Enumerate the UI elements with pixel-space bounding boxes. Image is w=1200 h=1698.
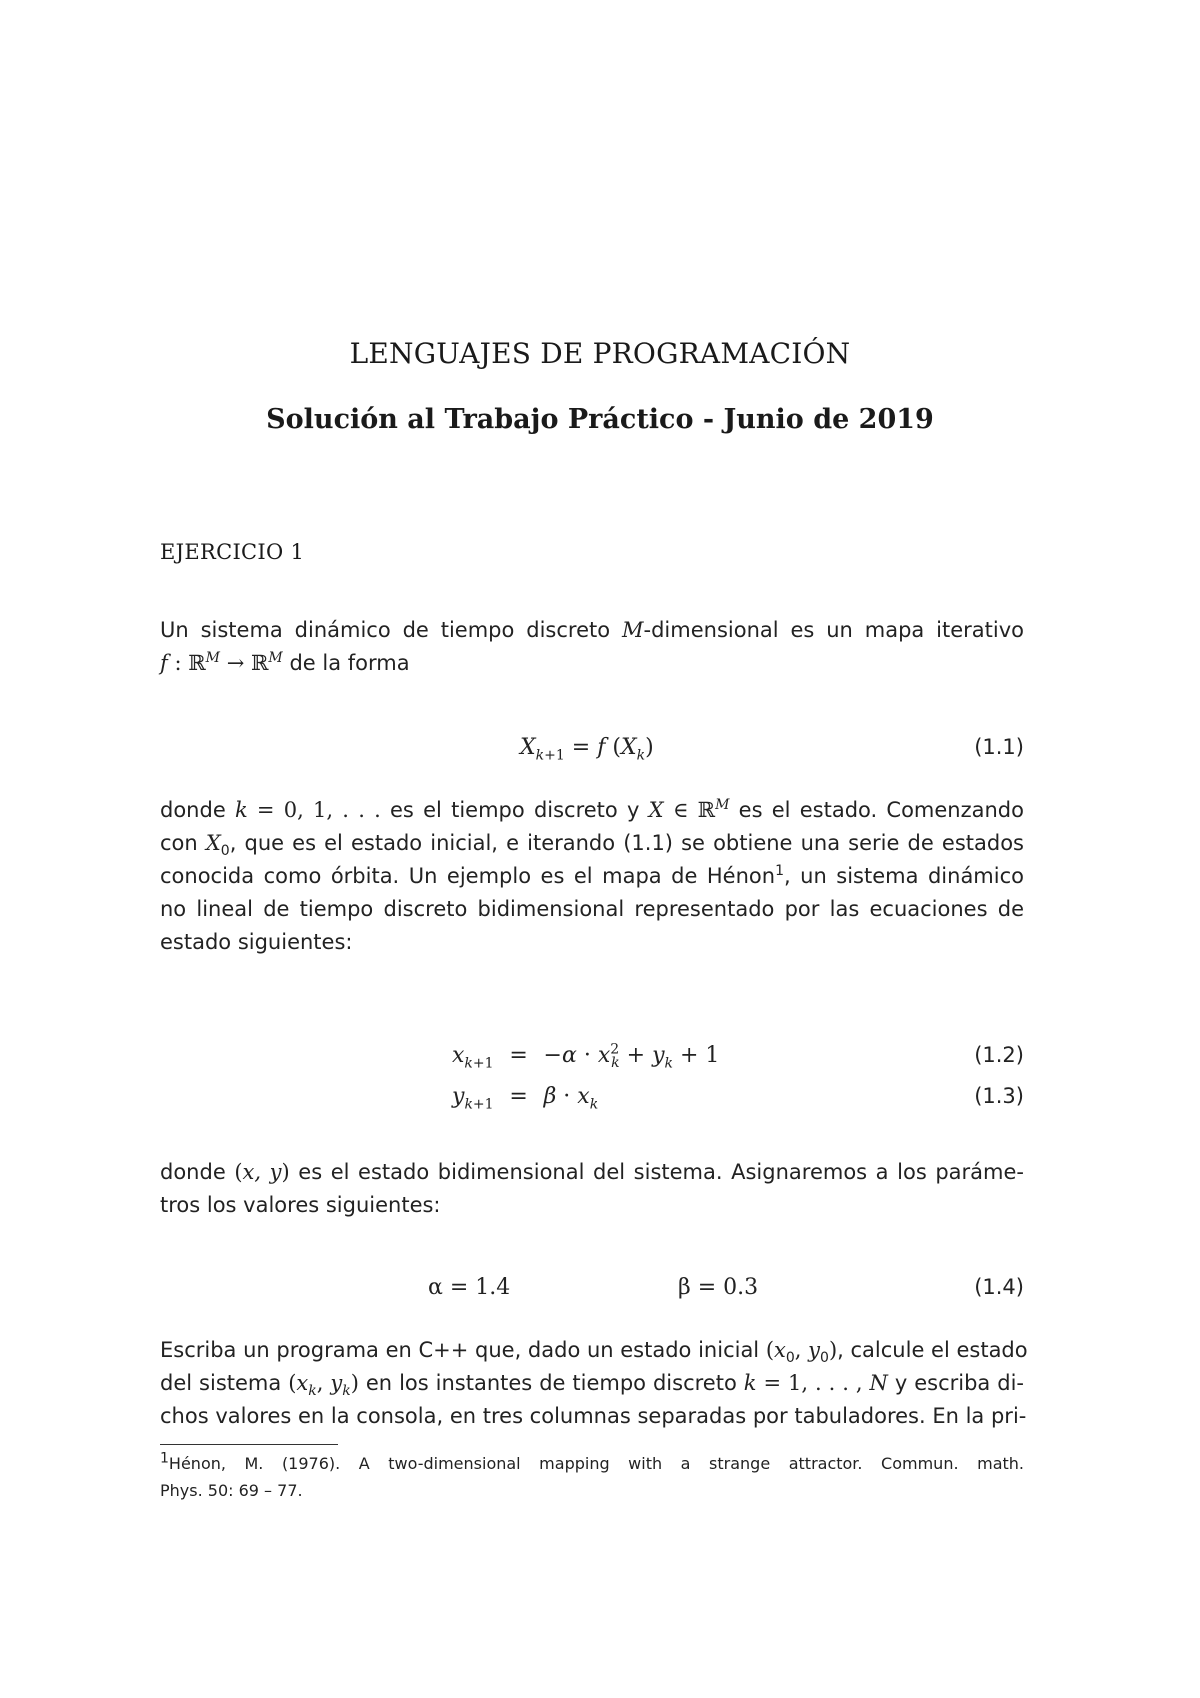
document-subtitle: Solución al Trabajo Práctico - Junio de 2019 [266, 404, 934, 435]
equation-1-1: $X_{k+1} = f$ $(X_k)$ [520, 735, 654, 764]
equation-1-3: $y_{k+1} = \beta \cdot x_k$ [452, 1084, 599, 1113]
equation-1-2: $x_{k+1} = -\alpha \cdot x^2_k + y_k + 1$ [452, 1041, 720, 1072]
equation-beta: β = 0.3 [678, 1275, 759, 1300]
section-heading: EJERCICIO 1 [160, 540, 305, 564]
math-map-definition: f [160, 651, 168, 675]
footnote-rule [160, 1444, 338, 1445]
footnote-reference[interactable]: 1 [775, 863, 784, 879]
equation-number-1-1: (1.1) [974, 735, 1024, 759]
equation-number-1-2: (1.2) [974, 1043, 1024, 1067]
math-M: M [622, 618, 644, 642]
equation-alpha: α = 1.4 [428, 1275, 511, 1300]
paragraph-henon: donde k = 0, 1, . . . es el tiempo discreto y X ∈ ℝ$^M$ es el estado. Comenzando con $X_0$, que es el estado inicial, e iterando (1.1) se obtiene una serie de estados conocida como órbita. Un ejemplo es el mapa de Hénon$^1$, un sistema dinámico no lineal de tiempo discreto bidimensional representado por las ecuaciones de estado siguientes: [160, 797, 1024, 954]
paragraph-task: Escriba un programa en C++ que, dado un estado inicial ($x_0$, $y_0$), calcule el estado del sistema ($x_k$, $y_k$) en los instantes de tiempo discreto k = 1, . . . , N y escriba di- chos valores en la consola, en tres columnas separadas por tabuladores. En la pri- [160, 1338, 1028, 1428]
footnote-mark: 1 [160, 1450, 169, 1467]
paragraph-state: donde (x, y) es el estado bidimensional del sistema. Asignaremos a los paráme- tros los valores siguientes: [160, 1160, 1024, 1217]
equation-number-1-4: (1.4) [974, 1275, 1024, 1299]
equation-number-1-3: (1.3) [974, 1084, 1024, 1108]
paragraph-intro: Un sistema dinámico de tiempo discreto M-dimensional es un mapa iterativo f : ℝ$^M$ → ℝ$^M$ de la forma [160, 618, 1025, 675]
footnote: $^1$Hénon, M. (1976). A two-dimensional mapping with a strange attractor. Commun. math. Phys. 50: 69 – 77. [160, 1450, 1024, 1500]
document-title: LENGUAJES DE PROGRAMACIÓN [349, 337, 851, 370]
